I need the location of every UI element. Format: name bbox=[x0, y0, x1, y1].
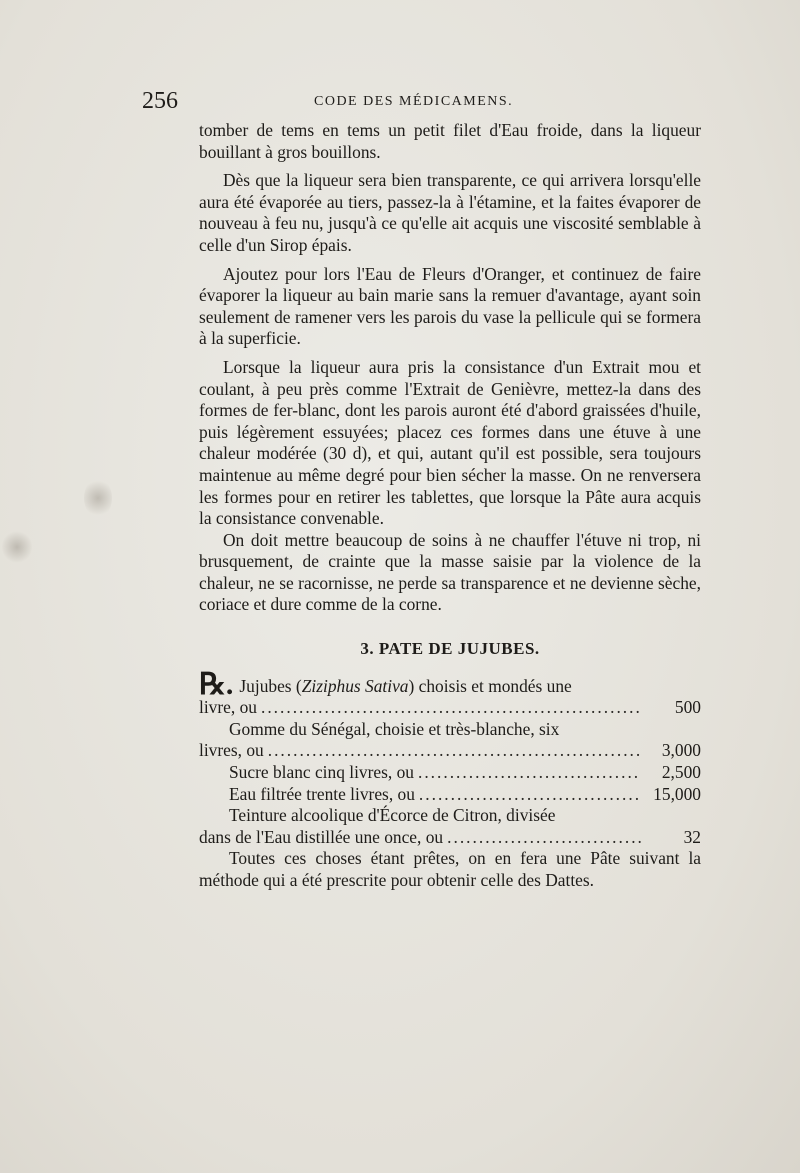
paragraph: tomber de tems en tems un petit filet d'Eau froide, dans la liqueur bouillant à gros bouillons. bbox=[199, 120, 701, 162]
page-number: 256 bbox=[142, 88, 178, 114]
section-title: 3. PATE DE JUJUBES. bbox=[360, 639, 540, 659]
recipe-item: Gomme du Sénégal, choisie et très-blanche, six bbox=[229, 718, 560, 739]
ingredient-quantity: 500 bbox=[674, 697, 701, 718]
leader-dots bbox=[418, 762, 641, 784]
page-header bbox=[142, 88, 562, 114]
rx-symbol: ℞. bbox=[199, 667, 234, 701]
running-head: CODE DES MÉDICAMENS. bbox=[314, 94, 514, 109]
paragraph: Dès que la liqueur sera bien transparente, ce qui arrivera lorsqu'elle aura été évaporée au tiers, passez-la à l'étamine, et la faites évaporer de nouveau à feu nu, jusqu'à ce qu'elle ait acquis une viscosité semblable à celle d'un Sirop épais. bbox=[199, 170, 701, 255]
ingredient-quantity: 3,000 bbox=[661, 740, 701, 761]
ingredient-quantity: 15,000 bbox=[653, 783, 701, 804]
recipe-line bbox=[199, 827, 701, 849]
leader-dots bbox=[447, 827, 641, 849]
ingredient-text: ) choisis et mondés une bbox=[408, 675, 572, 696]
recipe-item: Teinture alcoolique d'Écorce de Citron, divisée bbox=[229, 805, 556, 826]
recipe-line bbox=[199, 784, 701, 806]
recipe-line bbox=[199, 740, 701, 762]
paragraph: On doit mettre beaucoup de soins à ne chauffer l'étuve ni trop, ni brusquement, de crainte que la masse saisie par la violence de la chaleur, ne se racornisse, ne perde sa transparence et ne devienne sèche, coriace et dure comme de la corne. bbox=[199, 529, 701, 615]
recipe bbox=[199, 667, 701, 892]
recipe-line bbox=[199, 762, 701, 784]
paragraph: Lorsque la liqueur aura pris la consistance d'un Extrait mou et coulant, à peu près comme l'Extrait de Genièvre, mettez-la dans des formes de fer-blanc, dont les parois auront été d'abord graissées d'huile, puis légèrement essuyées; placez ces formes dans une étuve à une chaleur modérée (30 d), et qui, autant qu'il est possible, sera toujours maintenue au même degré pour bien sécher la masse. On ne renversera les formes pour en retirer les tablettes, que lorsque la Pâte aura acquis la consistance convenable. bbox=[199, 356, 701, 529]
stain-mark bbox=[84, 478, 112, 518]
ingredient-text: dans de l'Eau distillée une once, ou bbox=[199, 826, 444, 847]
paragraph: Ajoutez pour lors l'Eau de Fleurs d'Oranger, et continuez de faire évaporer la liqueur au bain marie sans la remuer d'avantage, ayant soin seulement de ramener vers les parois du vase la pellicule qui se formera à la superficie. bbox=[199, 263, 701, 349]
leader-dots bbox=[261, 697, 641, 719]
ingredient-text: Eau filtrée trente livres, ou bbox=[229, 783, 415, 804]
page-body bbox=[199, 120, 701, 892]
ingredient-quantity: 2,500 bbox=[661, 762, 701, 783]
ingredient-latin-name: Ziziphus Sativa bbox=[301, 675, 409, 696]
ingredient-text: Sucre blanc cinq livres, ou bbox=[229, 762, 414, 783]
recipe-line bbox=[199, 697, 701, 719]
leader-dots bbox=[419, 784, 641, 806]
recipe-item bbox=[199, 667, 701, 701]
recipe-closing: Toutes ces choses étant prêtes, on en fera une Pâte suivant la méthode qui a été prescrite pour obtenir celle des Dattes. bbox=[199, 848, 701, 890]
stain-mark bbox=[2, 530, 32, 564]
leader-dots bbox=[268, 740, 641, 762]
ingredient-text: livre, ou bbox=[199, 697, 257, 718]
ingredient-text: Jujubes ( bbox=[239, 675, 302, 696]
ingredient-quantity: 32 bbox=[683, 826, 701, 847]
ingredient-text: livres, ou bbox=[199, 740, 264, 761]
